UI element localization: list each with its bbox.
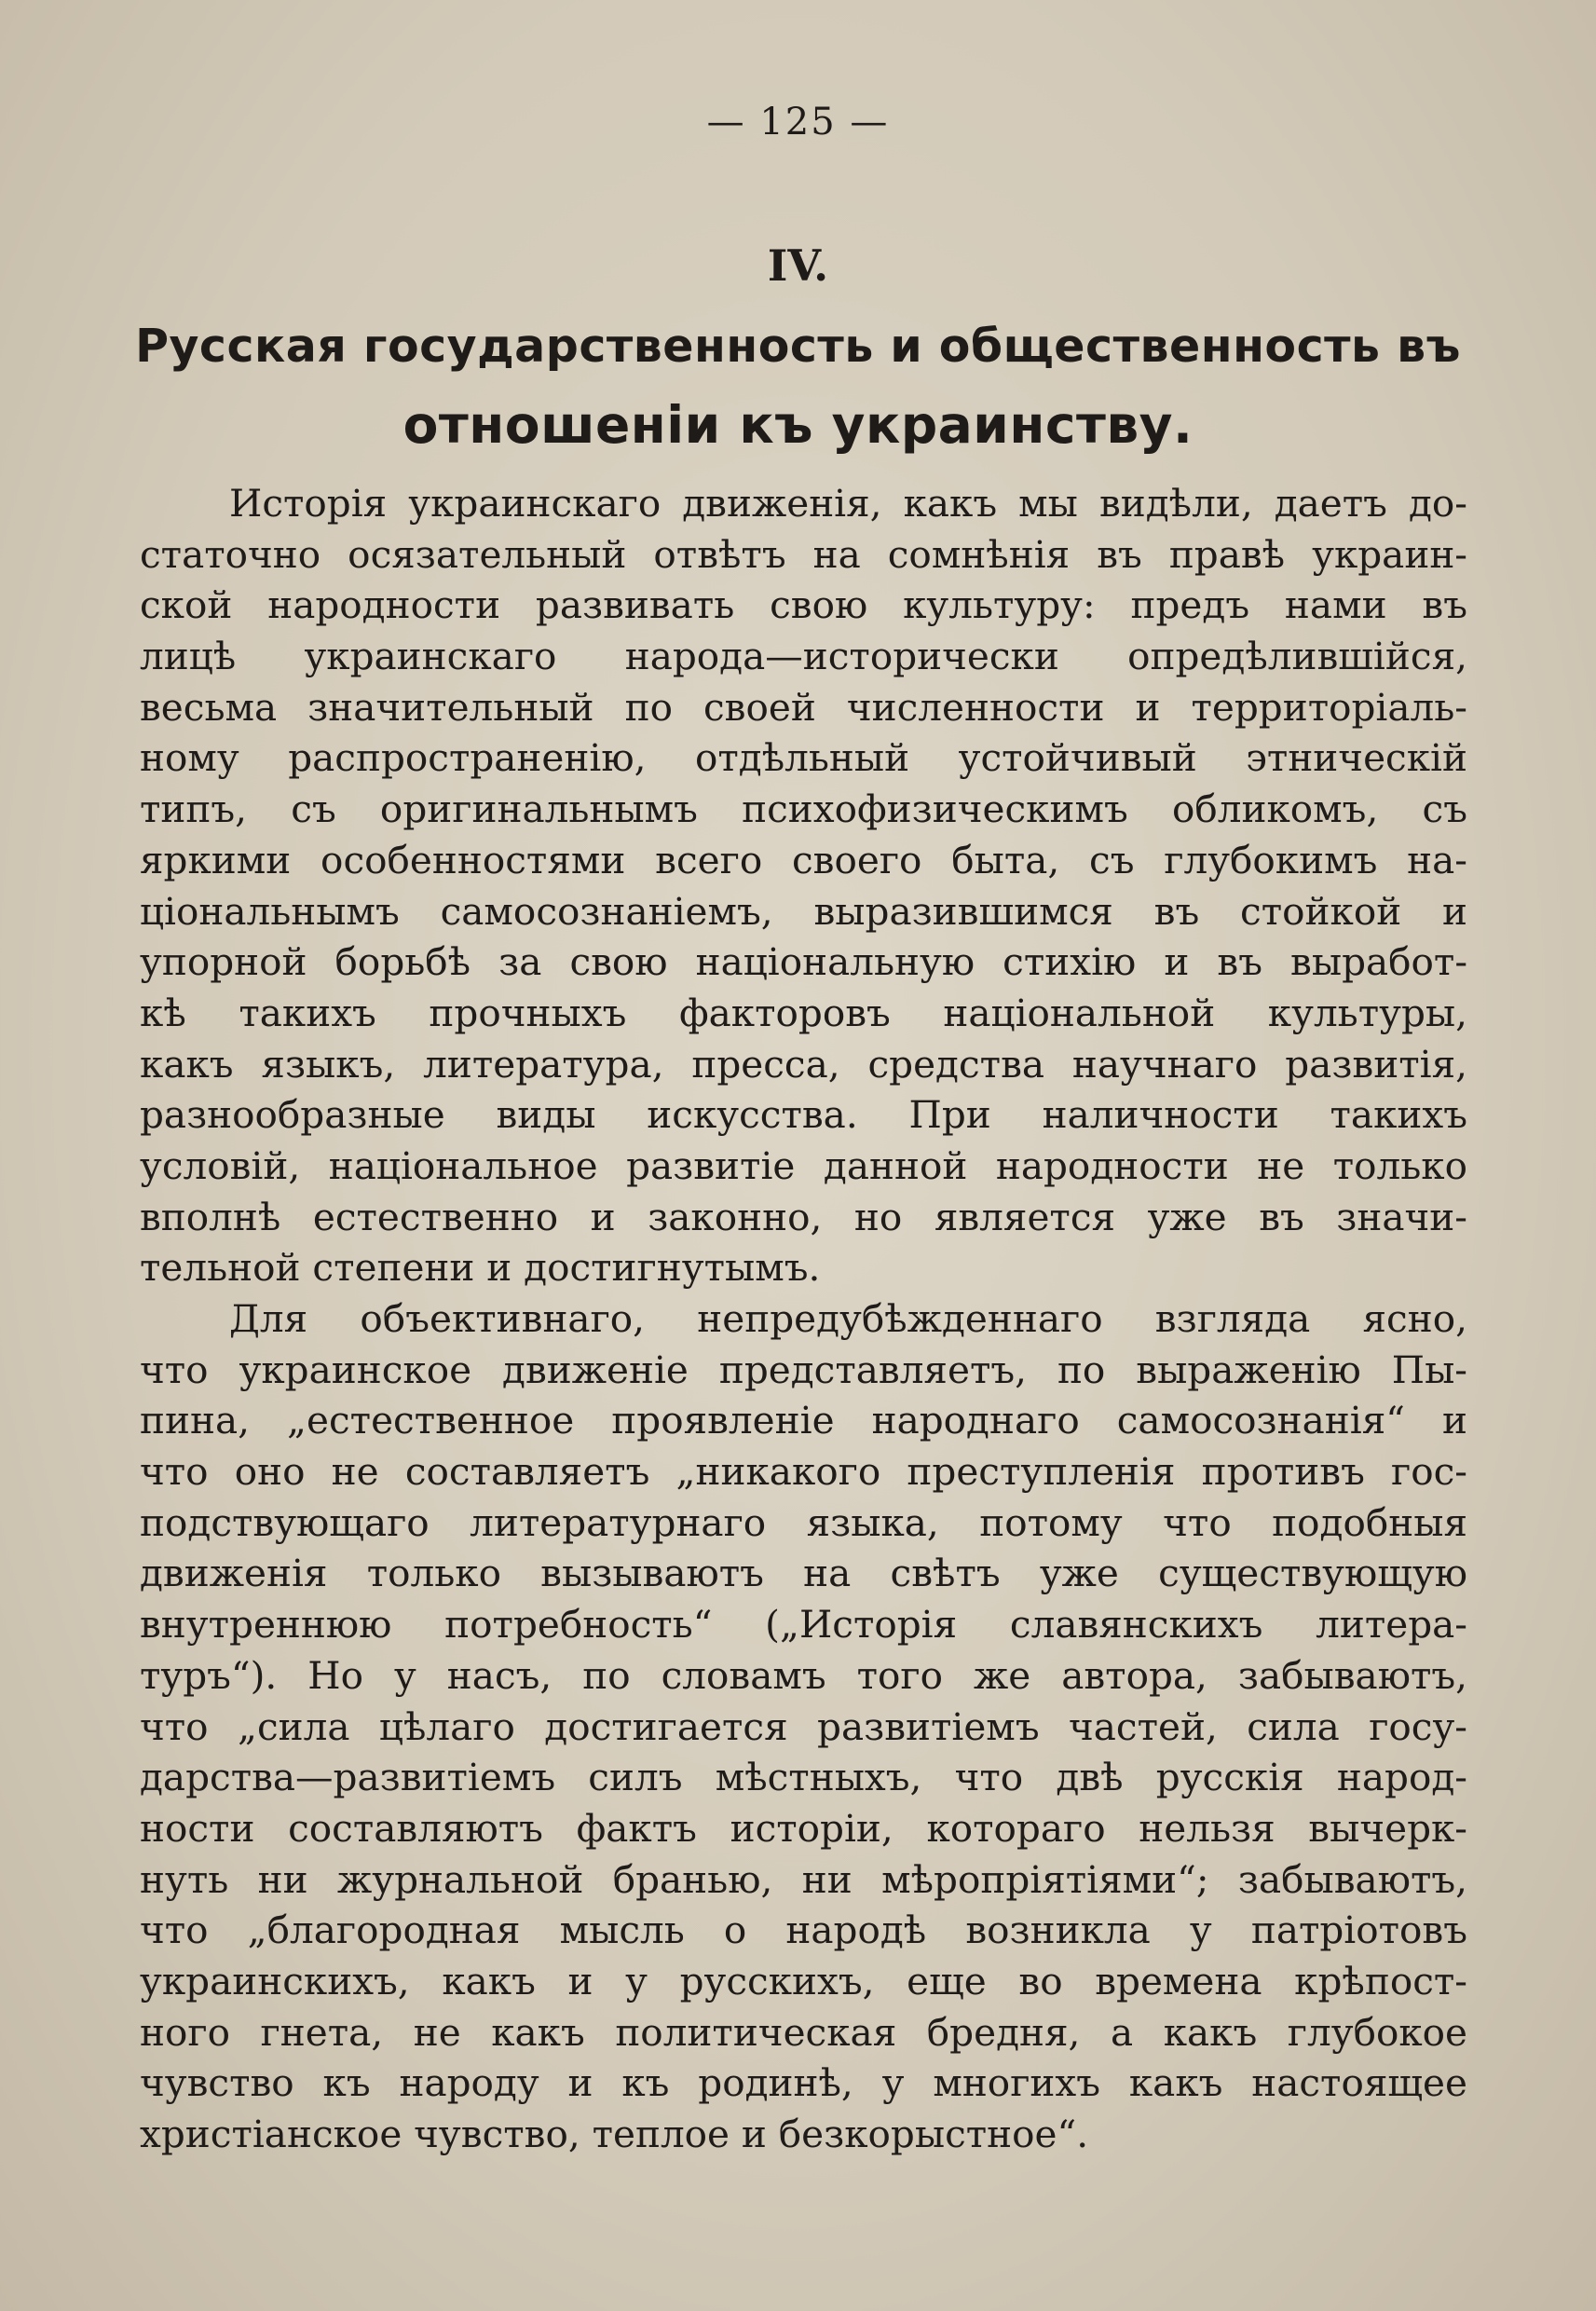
chapter-number: IV. <box>767 240 829 291</box>
text-line: что „сила цѣлаго достигается развитіемъ частей, сила госу- <box>140 1703 1467 1749</box>
page-number: — 125 — <box>706 101 890 144</box>
text-line: что украинское движеніе представляетъ, по выраженію Пы- <box>140 1347 1467 1392</box>
text-line: разнообразные виды искусства. При наличности такихъ <box>140 1092 1467 1138</box>
text-line: условій, національное развитіе данной народности не только <box>140 1142 1467 1188</box>
text-line: пина, „естественное проявленіе народнаго самосознанія“ и <box>140 1398 1467 1443</box>
text-line: статочно осязательный отвѣтъ на сомнѣнія въ правѣ украин- <box>140 531 1467 577</box>
text-line: подствующаго литературнаго языка, потому что подобныя <box>140 1499 1467 1545</box>
text-line: дарства—развитіемъ силъ мѣстныхъ, что двѣ русскія народ- <box>140 1755 1467 1800</box>
text-line: чувство къ народу и къ родинѣ, у многихъ какъ настоящее <box>140 2060 1467 2106</box>
body-text <box>140 478 1467 2160</box>
text-line: Для объективнаго, непредубѣжденнаго взгляда ясно, <box>229 1296 1467 1341</box>
text-line: яркими особенностями всего своего быта, съ глубокимъ на- <box>140 837 1467 882</box>
paragraph-1 <box>140 478 1467 1293</box>
chapter-title <box>130 308 1466 464</box>
text-line: Исторія украинскаго движенія, какъ мы видѣли, даетъ до- <box>229 481 1467 526</box>
text-line: типъ, съ оригинальнымъ психофизическимъ обликомъ, съ <box>140 786 1467 832</box>
text-line: упорной борьбѣ за свою національную стихію и въ выработ- <box>140 939 1467 985</box>
text-line: лицѣ украинскаго народа—исторически опредѣлившійся, <box>140 634 1467 679</box>
chapter-title-line: Русская государственность и общественность въ <box>135 320 1461 373</box>
paragraph-2 <box>140 1293 1467 2160</box>
chapter-title-line: отношеніи къ украинству. <box>402 395 1194 455</box>
text-line: весьма значительный по своей численности и территоріаль- <box>140 684 1467 730</box>
text-line: туръ“). Но у насъ, по словамъ того же автора, забываютъ, <box>140 1652 1467 1698</box>
text-line: украинскихъ, какъ и у русскихъ, еще во времена крѣпост- <box>140 1958 1467 2003</box>
text-line: что „благородная мысль о народѣ возникла у патріотовъ <box>140 1908 1467 1953</box>
text-line: ціональнымъ самосознаніемъ, выразившимся въ стойкой и <box>140 888 1467 934</box>
text-line: внутреннюю потребность“ („Исторія славянскихъ литера- <box>140 1602 1467 1648</box>
text-line: какъ языкъ, литература, пресса, средства научнаго развитія, <box>140 1041 1467 1087</box>
text-line: что оно не составляетъ „никакого преступленія противъ гос- <box>140 1449 1467 1495</box>
text-line: движенія только вызываютъ на свѣтъ уже существующую <box>140 1551 1467 1596</box>
text-line: ному распространенію, отдѣльный устойчивый этническій <box>140 735 1467 781</box>
text-line: вполнѣ естественно и законно, но является уже въ значи- <box>140 1194 1467 1239</box>
text-line: ного гнета, не какъ политическая бредня, а какъ глубокое <box>140 2009 1467 2055</box>
text-line: ности составляютъ фактъ исторіи, котораго нельзя вычерк- <box>140 1805 1467 1851</box>
text-line: кѣ такихъ прочныхъ факторовъ національной культуры, <box>140 990 1467 1035</box>
text-line: ской народности развивать свою культуру: предъ нами въ <box>140 582 1467 628</box>
text-line: христіанское чувство, теплое и безкорыстное“. <box>140 2112 1089 2156</box>
text-line: тельной степени и достигнутымъ. <box>140 1245 821 1291</box>
text-line: нуть ни журнальной бранью, ни мѣропріятіями“; забываютъ, <box>140 1856 1467 1902</box>
